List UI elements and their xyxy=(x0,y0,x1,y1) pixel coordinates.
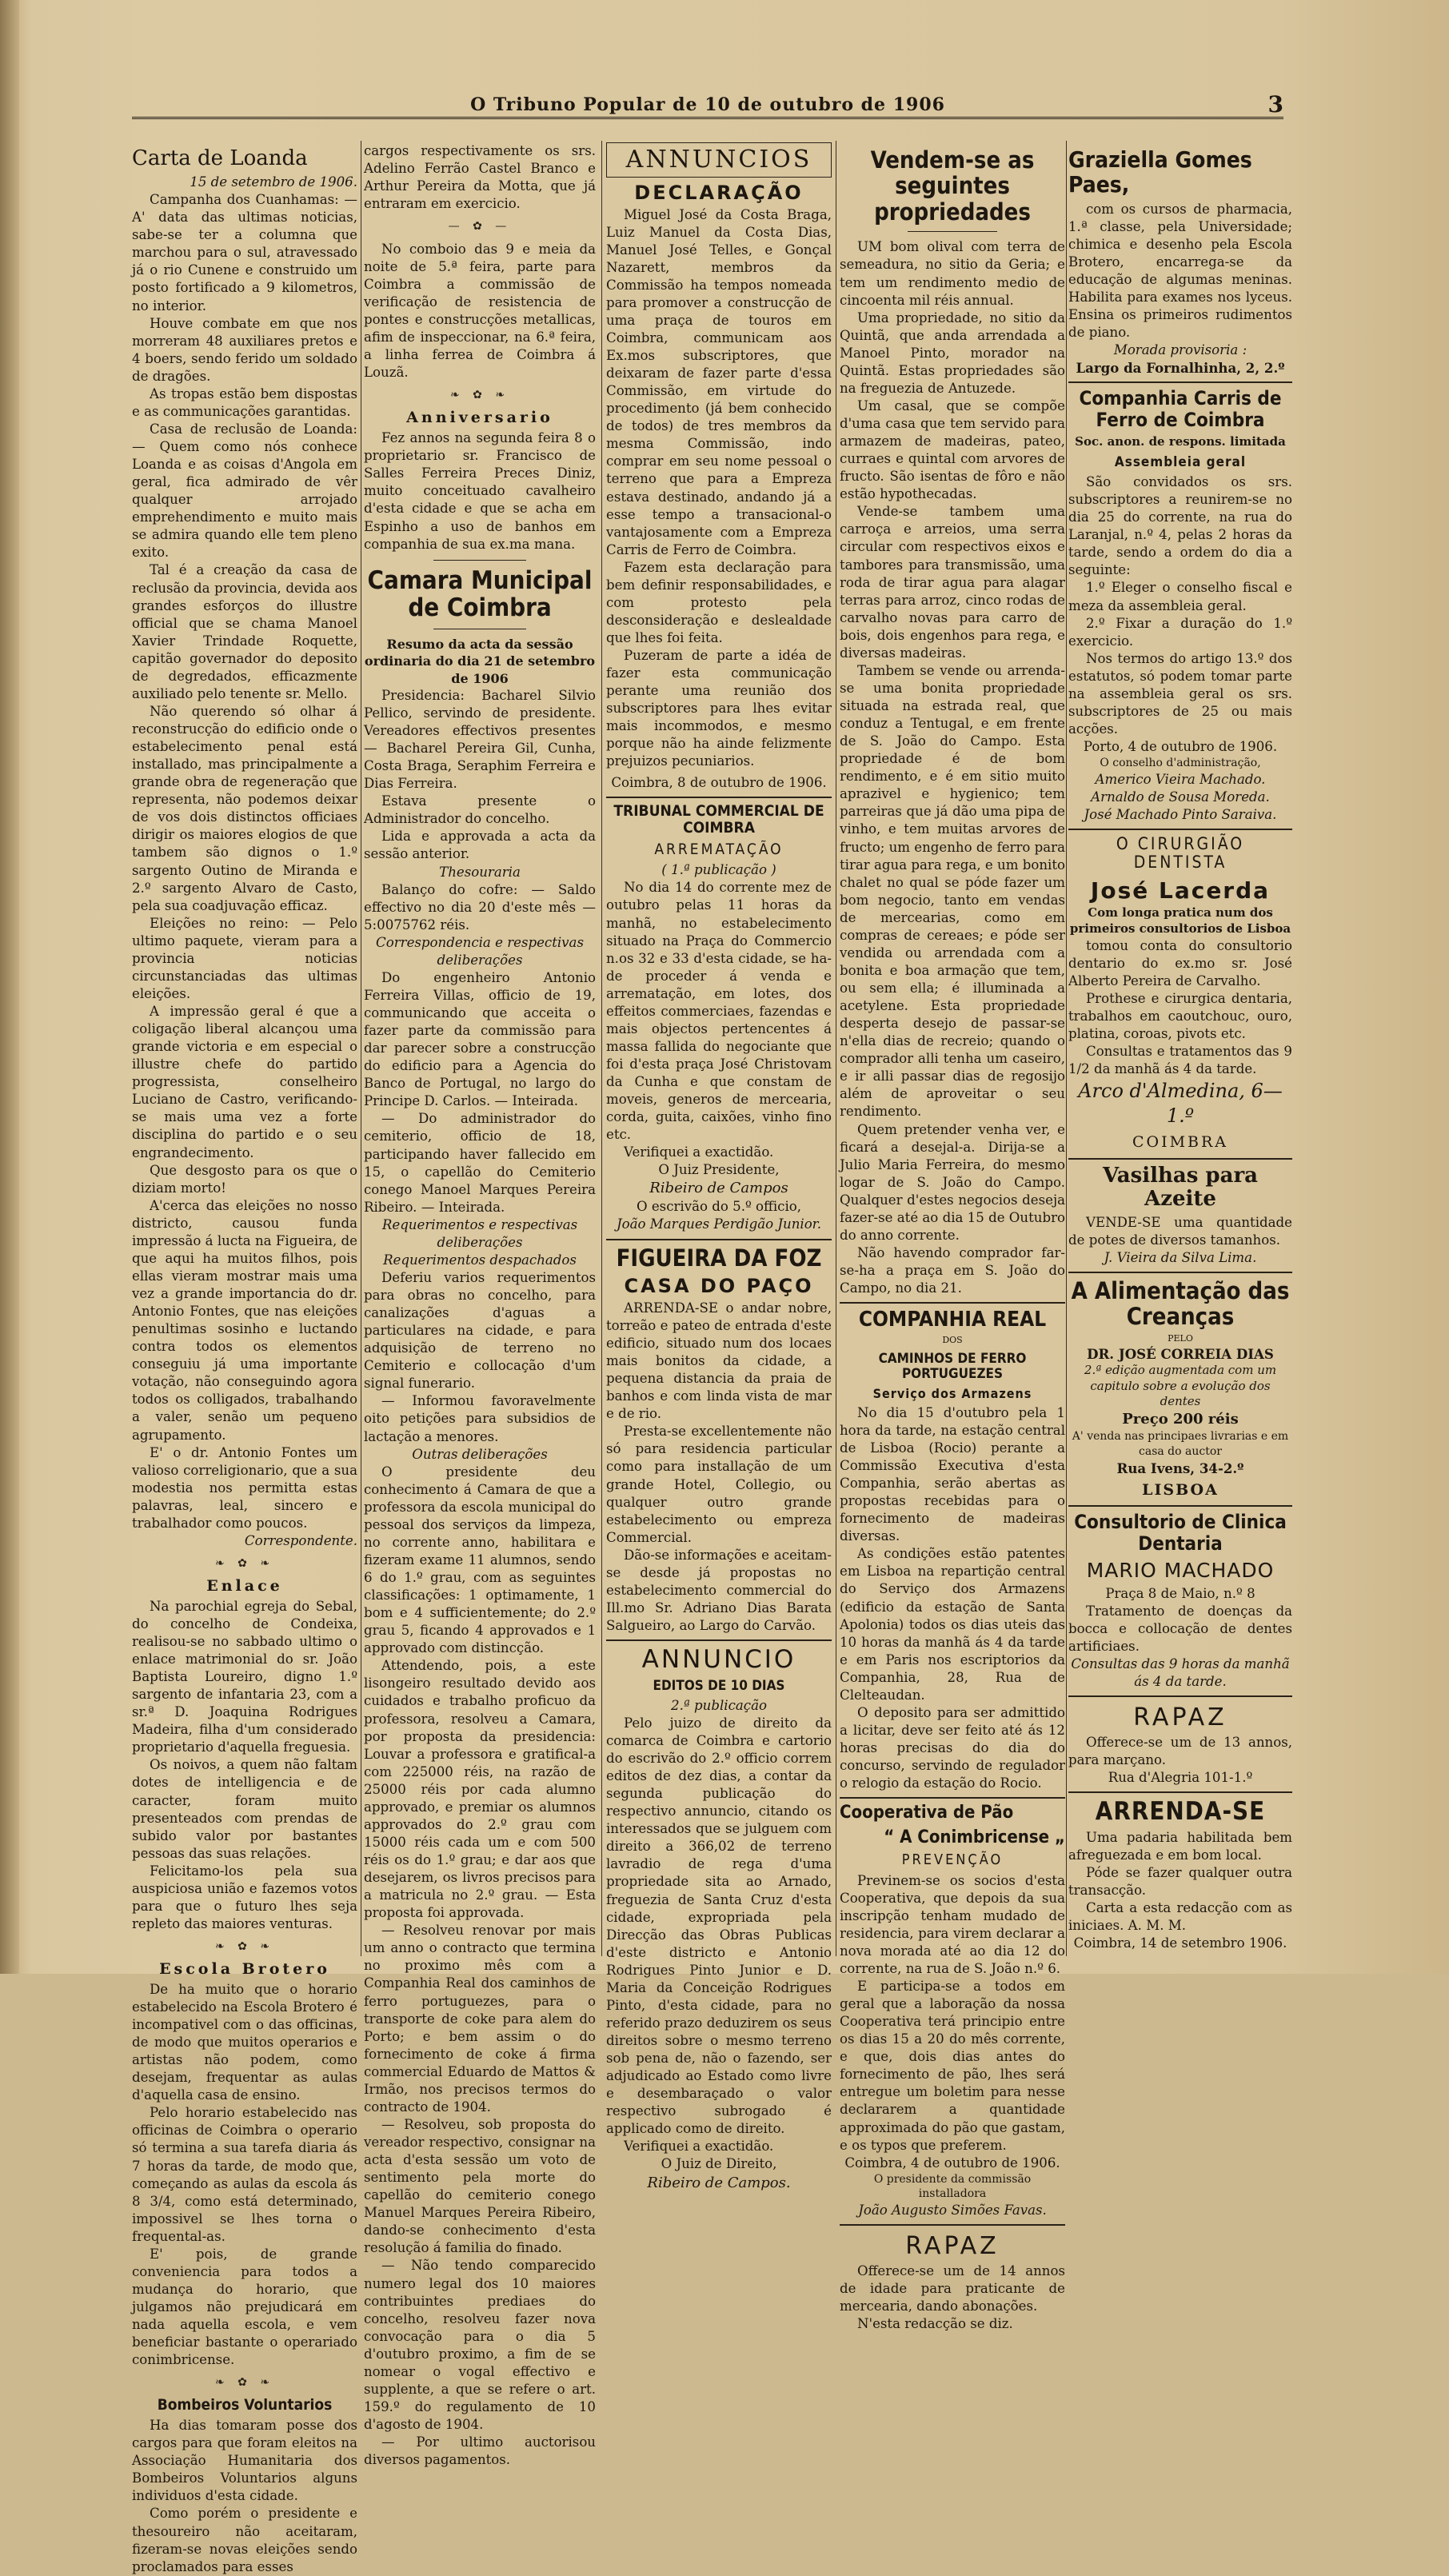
paragraph: Não querendo só olhar á reconstrucção do edificio onde o estabelecimento penal está installado, mas principalmente a grande obra de regeneração que representa, não podemos deixar de vos dois distinctos officiaes dirigir os maiores elogios de que tambem são dignos o 1.º sargento Outino de Miranda e 2.º sargento Alvaro de Casto, pela sua coadjuvação efficaz. xyxy=(132,703,357,913)
paragraph: — Informou favoravelmente oito petições para subsidios de lactação a menores. xyxy=(364,1393,596,1444)
signature-name: João Marques Perdigão Junior. xyxy=(616,1216,822,1232)
consultorio-address: Praça 8 de Maio, n.º 8 xyxy=(1105,1585,1255,1601)
alimentacao-pelo: PELO xyxy=(1168,1332,1193,1344)
annuncio-title: ANNUNCIO xyxy=(641,1645,796,1675)
paragraph: Ha dias tomaram posse dos cargos para que foram eleitos na Associação Humanitaria dos Bombeiros Voluntarios alguns individuos d'esta cidade. xyxy=(132,2418,357,2504)
paragraph: De ha muito que o horario estabelecido na Escola Brotero é incompativel com o das officinas, de modo que muitos operarios e artistas não podem, como desejam, frequentar as aulas d'aquella casa de ensino. xyxy=(132,1981,357,2103)
correspondencia-title: Correspondencia e respectivas deliberações xyxy=(376,934,584,968)
camara-subtitle: Resumo da acta da sessão ordinaria do dia 21 de setembro de 1906 xyxy=(364,637,596,686)
paragraph: Nos termos do artigo 13.º dos estatutos, só podem tomar parte na assembleia geral os srs. subscriptores de 25 ou mais acções. xyxy=(1068,650,1292,737)
rapaz-address: Rua d'Alegria 101-1.º xyxy=(1108,1770,1253,1786)
page-binding-edge xyxy=(0,0,19,1974)
paragraph: Quem pretender venha ver, e ficará a desejal-a. Dirija-se a Julio Maria Ferreira, do mesmo logar de S. João do Campo. Qualquer d'estes negocios deseja fazer-se até ao dia 15 de Outubro do anno corrente. xyxy=(840,1121,1065,1243)
prevencao-title: PREVENÇÃO xyxy=(901,1851,1004,1869)
tribunal-title: TRIBUNAL COMMERCIAL DE COIMBRA xyxy=(613,801,824,837)
consultorio-hours: Consultas das 9 horas da manhã ás 4 da tarde. xyxy=(1071,1655,1290,1689)
signature-line: O conselho d'administração, xyxy=(1100,757,1261,770)
carta-date: 15 de setembro de 1906. xyxy=(190,174,357,190)
paragraph: São convidados os srs. subscriptores a reunirem-se no dia 25 do corrente, na rua do Laranjal, n.º 4, pelas 2 horas da tarde, sendo a ordem do dia a seguinte: xyxy=(1068,474,1292,578)
paragraph: Houve combate em que nos morreram 48 auxiliares pretos e 4 boers, sendo ferido um soldado de dragões. xyxy=(132,315,357,384)
paragraph: Presta-se excellentemente não só para residencia particular como para installação de um grande Hotel, Collegio, ou qualquer outro grande estabelecimento ou empreza Commercial. xyxy=(606,1424,832,1545)
paragraph: Puzeram de parte a idéa de fazer esta communicação perante uma reunião dos subscriptores para lhes evitar mais incommodos, e mesmo porque não ha ainde felizmente prejuizos pecuniarios. xyxy=(606,648,832,769)
escola-title: Escola Brotero xyxy=(159,1959,330,1978)
companhia-dos: DOS xyxy=(942,1335,963,1346)
signature-line: O presidente da commissão installadora xyxy=(873,2172,1032,2201)
thesouraria-title: Thesouraria xyxy=(439,864,521,880)
editos-title: EDITOS DE 10 DIAS xyxy=(653,1677,785,1694)
column-5 xyxy=(1068,142,1292,1958)
paragraph: Miguel José da Costa Braga, Luiz Manuel da Costa Dias, Manuel José Telles, e Gonçal Nazarett, membros da Commissão ha tempos nomeada para promover a construcção de uma praça de touros em Coimbra, communicam aos Ex.mos subscriptores, que deixaram de fazer parte d'essa Commissão, em virtude do procedimento (já bem conhecido de todos) de tres membros da mesma Commissão, indo comprar em seu nome pessoal o terreno que para a Empreza estava destinado, andando já a esse tempo a transacional-o vantajosamente com a Empreza Carris de Ferro de Coimbra. xyxy=(606,206,832,557)
carta-title: Carta de Loanda xyxy=(132,146,308,170)
paragraph: Do engenheiro Antonio Ferreira Villas, officio de 19, communicando que acceita o fazer parte da commissão para dar parecer sobre a construcção do edificio para a Agencia do Banco de Portugal, no largo do Principe D. Carlos. — Inteirada. xyxy=(364,969,596,1109)
paragraph: Presidencia: Bacharel Silvio Pellico, servindo de presidente. Vereadores effectivos presentes — Bacharel Pereira Gil, Cunha, Costa Braga, Seraphim Ferreira e Dias Ferreira. xyxy=(364,687,596,792)
carris-subtitle: Soc. anon. de respons. limitada xyxy=(1075,434,1286,449)
cirurgiao-city: COIMBRA xyxy=(1132,1133,1229,1152)
paragraph: Campanha dos Cuanhamas: — A' data das ultimas noticias, sabe-se ter a columna que marchou para o sul, atravessado já o rio Cunene e construido um posto fortificado a 9 kilometros, no interior. xyxy=(132,192,357,314)
paragraph: A impressão geral é que a coligação liberal alcançou uma grande victoria e em especial o illustre chefe do partido progressista, conselheiro Luciano de Castro, verificando-se mais uma vez a forte disciplina do partido e o seu engrandecimento. xyxy=(132,1004,357,1160)
declaracao-date: Coimbra, 8 de outubro de 1906. xyxy=(611,774,827,790)
ornament-divider: — ✿ — xyxy=(448,220,512,234)
signature-name: Ribeiro de Campos. xyxy=(647,2174,791,2191)
paragraph: No comboio das 9 e meia da noite de 5.ª feira, parte para Coimbra a commissão de verificação de resistencia de pontes e construcções metallicas, afim de inspeccionar, na 6.ª feira, a linha ferrea de Coimbra á Louzã. xyxy=(364,241,596,381)
carris-date: Porto, 4 de outubro de 1906. xyxy=(1083,739,1278,754)
paragraph: com os cursos de pharmacia, 1.ª classe, pela Universidade; chimica e desenho pela Escola Brotero, encarrega-se da educação de algumas meninas. Habilita para exames nos lyceus. Ensina os primeiros rudimentos de piano. xyxy=(1068,201,1292,341)
signature-name: Arnaldo de Sousa Moreda. xyxy=(1091,789,1270,805)
casa-do-paco-title: CASA DO PAÇO xyxy=(624,1275,814,1298)
servico-title: Serviço dos Armazens xyxy=(872,1385,1032,1401)
paragraph: Carta a esta redacção com as iniciaes. A. M. M. xyxy=(1068,1900,1292,1934)
companhia-title: COMPANHIA REAL xyxy=(858,1308,1047,1332)
paragraph: Tambem se vende ou arrenda-se uma bonita propriedade situada na estrada real, que conduz a Tentugal, e em frente de S. João do Campo. Esta propriedade é de bom rendimento, e é em sitio muito aprazivel e hygienico; tem parreiras que já dão uma pipa de vinho, e tem muitas arvores de fructo; um engenho de ferro para tirar agua para rega, e um bonito chalet no qual se póde fazer um bom negocio, tanto em vendas de mercearias, como em compras de cereaes; e póde ser vendida ou arrendada com a bonita e boa armação que tem, ou sem ella; é illuminada a acetylene. Esta propriedade desperta desejo de passar-se n'ella dias de recreio; quando o comprador alli tenha um caseiro, e ir alli passar dias de regosijo além de aproveitar o seu rendimento. xyxy=(840,662,1066,1120)
paragraph: — Não tendo comparecido numero legal dos 10 maiores contribuintes prediaes do concelho, resolveu fazer nova convocação para o dia 5 d'outubro proximo, a fim de se nomear o vogal effectivo e supplente, a que se refere o art. 159.º do regulamento de 10 d'agosto de 1904. xyxy=(364,2258,596,2433)
divider xyxy=(908,231,998,232)
paragraph: Verifiquei a exactidão. xyxy=(624,2139,774,2155)
signature-line: O escrivão do 5.º officio, xyxy=(636,1199,802,1215)
paragraph: Attendendo, pois, a este lisongeiro resultado devido aos cuidados e trabalho proficuo da professora, resolveu a Camara, por proposta da presidencia: Louvar a professora e gratifical-a com 225000 réis, na razão de 25000 réis por cada alumno approvado, e premiar os alumnos approvados do 2.º grau com 15000 réis cada um e com 500 réis os do 1.º grau; e dar aos que desejarem, os livros precisos para a matricula no 2.º grau. — Esta proposta foi approvada. xyxy=(364,1658,596,1921)
paragraph: 1.º Eleger o conselho fiscal e meza da assembleia geral. xyxy=(1068,580,1292,613)
signature-name: Americo Vieira Machado. xyxy=(1095,771,1266,787)
rapaz-title: RAPAZ xyxy=(1133,1703,1227,1732)
paragraph: N'esta redacção se diz. xyxy=(857,2316,1013,2332)
ornament-divider: ❧ ✿ ❧ xyxy=(214,2376,275,2390)
alimentacao-price: Preço 200 réis xyxy=(1122,1411,1239,1428)
cirurgiao-address: Arco d'Almedina, 6—1.º xyxy=(1078,1079,1283,1128)
assembleia-title: Assembleia geral xyxy=(1114,454,1247,471)
paragraph: Os noivos, a quem não faltam dotes de intelligencia e de caracter, foram muito presenteados com prendas de subido valor por bastantes pessoas das suas relações. xyxy=(132,1757,357,1861)
alimentacao-city: LISBOA xyxy=(1142,1480,1219,1499)
requerimentos-title: Requerimentos e respectivas deliberações xyxy=(381,1216,578,1250)
graziella-address: Largo da Fornalhinha, 2, 2.º xyxy=(1076,360,1285,377)
column-4 xyxy=(840,142,1066,2332)
page-header xyxy=(132,91,1283,119)
paragraph: Como porém o presidente e thesoureiro não aceitaram, fizeram-se novas eleições sendo proclamados para esses xyxy=(132,2506,357,2574)
alimentacao-venda: A' venda nas principaes livrarias e em casa do auctor xyxy=(1072,1430,1289,1458)
paragraph: Deferiu varios requerimentos para obras no concelho, para canalizações d'aguas a particulares na cidade, e para adquisição de terreno no Cemiterio e collocação d'um signal funerario. xyxy=(364,1269,596,1392)
carris-title: Companhia Carris de Ferro de Coimbra xyxy=(1079,387,1282,432)
alimentacao-title: A Alimentação das Creanças xyxy=(1071,1276,1290,1331)
page-number: 3 xyxy=(1267,91,1283,118)
vendem-title: Vendem-se as seguintes propriedades xyxy=(870,146,1035,226)
rapaz-title: RAPAZ xyxy=(905,2231,1000,2260)
paragraph: UM bom olival com terra de semeadura, no sitio da Geria; e tem um rendimento medio de cincoenta mil réis annual. xyxy=(840,239,1065,308)
paragraph: Prothese e cirurgica dentaria, trabalhos em caoutchouc, ouro, platina, coroas, pivots etc. xyxy=(1068,991,1292,1042)
paragraph: Uma padaria habilitada bem afreguezada e em bom local. xyxy=(1068,1829,1292,1863)
paragraph: Pelo juizo de direito da comarca de Coimbra e cartorio do escrivão do 2.º officio correm editos de dez dias, a contar da segunda publicação do respectivo annuncio, citando os interessados que se julguem com direito a 366,02 de terreno lavradio de rega d'uma propriedade sita ao Arnado, freguezia de Santa Cruz d'esta cidade, expropriada pela Direcção das Obras Publicas d'este districto e Antonio Rodrigues Pinto Junior e D. Maria da Conceição Rodrigues Pinto, d'esta cidade, para no referido prazo deduzirem os seus direitos sobre o mesmo terreno sob pena de, não o fazendo, ser adjudicado ao Estado como livre e desembaraçado o valor respectivo subrogado é applicado como de direito. xyxy=(606,1715,832,2137)
camara-title: Camara Municipal de Coimbra xyxy=(367,565,593,623)
vasilhas-signature: J. Vieira da Silva Lima. xyxy=(1104,1249,1257,1265)
bombeiros-title: Bombeiros Voluntarios xyxy=(157,2395,333,2414)
paragraph: As condições estão patentes em Lisboa na repartição central do Serviço dos Armazens (edificio da estação de Santa Apolonia) todos os dias uteis das 10 horas da manhã ás 4 da tarde e em Paris nos escriptorios da Companhia, 28, Rua de Clelteaudan. xyxy=(840,1546,1065,1703)
paragraph: Fazem esta declaração para bem definir responsabilidades, e com protesto pela desconsideração e deslealdade que lhes foi feita. xyxy=(606,559,832,645)
vasilhas-title: Vasilhas para Azeite xyxy=(1102,1163,1259,1211)
paragraph: Póde se fazer qualquer outra transacção. xyxy=(1068,1864,1292,1899)
arrematacao-title: ARREMATAÇÃO xyxy=(654,841,784,859)
paragraph: Uma propriedade, no sitio da Quintã, que anda arrendada a Manoel Pinto, morador na Quintã. Estas propriedades são na freguezia de Antuzede. xyxy=(840,310,1065,396)
arrenda-title: ARRENDA-SE xyxy=(1095,1797,1266,1827)
paragraph: No dia 15 d'outubro pela 1 hora da tarde, na estação central de Lisboa (Rocio) perante a Commissão Executiva d'esta Companhia, serão abertas as propostas recebidas para o fornecimento de madeiras diversas. xyxy=(840,1404,1065,1544)
enlace-title: Enlace xyxy=(206,1576,283,1595)
paragraph: Tratamento de doenças da bocca e collocação de dentes artificiaes. xyxy=(1068,1603,1292,1654)
divider xyxy=(433,560,526,561)
annuncio-publication: 2.ª publicação xyxy=(671,1697,767,1713)
paragraph: Verifiquei a exactidão. xyxy=(624,1144,774,1160)
paragraph: — Resolveu, sob proposta do vereador respectivo, consignar na acta d'esta sessão um voto de sentimento pela morte do capellão do cemiterio conego Manuel Marques Pereira Ribeiro, dando-se conhecimento d'esta resolução á familia do finado. xyxy=(364,2116,596,2256)
paragraph: Consultas e tratamentos das 9 1/2 da manhã ás 4 da tarde. xyxy=(1068,1044,1292,1077)
paragraph: VENDE-SE uma quantidade de potes de diversos tamanhos. xyxy=(1068,1214,1292,1248)
signature-name: João Augusto Simões Favas. xyxy=(858,2202,1047,2218)
paragraph: E' o dr. Antonio Fontes um valioso correligionario, que a sua modestia nos permitta estas palavras, leal, sincero e trabalhador como poucos. xyxy=(132,1444,357,1531)
figueira-title: FIGUEIRA DA FOZ xyxy=(616,1244,822,1272)
carta-signature: Correspondente. xyxy=(244,1532,357,1548)
cirurgiao-subtitle: Com longa pratica num dos primeiros consultorios de Lisboa xyxy=(1069,905,1291,937)
consultorio-name: MARIO MACHADO xyxy=(1086,1558,1275,1582)
paragraph: Que desgosto para os que o diziam morto! xyxy=(132,1162,357,1196)
newspaper-title: O Tribuno Popular de 10 de outubro de 1906 xyxy=(470,94,945,115)
ornament-divider: ❧ ✿ ❧ xyxy=(214,1556,275,1570)
signature-name: Ribeiro de Campos xyxy=(649,1180,788,1197)
paragraph: Felicitamo-los pela sua auspiciosa união e fazemos votos para que o futuro lhes seja repleto das maiores venturas. xyxy=(132,1863,357,1931)
cirurgiao-name: José Lacerda xyxy=(1090,877,1271,904)
declaracao-title: DECLARAÇÃO xyxy=(634,181,804,204)
column-rule xyxy=(601,141,602,1956)
paragraph: tomou conta do consultorio dentario do ex.mo sr. José Alberto Pereira de Carvalho. xyxy=(1068,938,1292,989)
alimentacao-address: Rua Ivens, 34-2.º xyxy=(1116,1460,1244,1476)
paragraph: cargos respectivamente os srs. Adelino Ferrão Castel Branco e Arthur Pereira da Motta, que já entraram em exercicio. xyxy=(364,143,596,212)
paragraph: O presidente deu conhecimento á Camara de que a professora da escola municipal do pessoal dos serviços da limpeza, no corrente anno, habilitara e fizeram exame 11 alumnos, sendo 6 do 1.º grau, com as seguintes classificações: 1 optimamente, 1 bom e 4 sufficientemente; do 2.º grau 5, ficando 4 approvados e 1 approvado com distincção. xyxy=(364,1464,596,1656)
paragraph: Offerece-se um de 13 annos, para marçano. xyxy=(1068,1734,1292,1767)
column-3 xyxy=(606,142,832,2191)
aniversario-title: Anniversario xyxy=(406,408,553,426)
alimentacao-author: DR. JOSÉ CORREIA DIAS xyxy=(1087,1345,1274,1362)
paragraph: Eleições no reino: — Pelo ultimo paquete, vieram para a provincia noticias circunstanciadas das ultimas eleições. xyxy=(132,915,357,1001)
paragraph: No dia 14 do corrente mez de outubro pelas 11 horas da manhã, no estabelecimento situado na Praça do Commercio n.os 32 e 33 d'esta cidade, se ha-de proceder á venda e arrematação, em lotes, dos effeitos commerciaes, fazendas e mais objectos pertencentes á massa fallida do negociante que foi d'esta praça José Christovam da Cunha e que constam de moveis, generos de mercearia, corda, guita, caixões, vinho fino etc. xyxy=(606,880,832,1143)
column-1 xyxy=(132,142,357,2574)
paragraph: 2.º Fixar a duração do 1.º exercicio. xyxy=(1068,615,1292,649)
paragraph: — Por ultimo auctorisou diversos pagamentos. xyxy=(364,2434,596,2468)
consultorio-title: Consultorio de Clinica Dentaria xyxy=(1074,1510,1287,1555)
paragraph: E' pois, de grande conveniencia para todos a mudança do horario, que julgamos não prejudicará em nada aquella escola, e vem beneficiar bastante o operariado conimbricense. xyxy=(132,2246,357,2368)
cooperativa-date: Coimbra, 4 de outubro de 1906. xyxy=(844,2155,1060,2171)
paragraph: O deposito para ser admittido a licitar, deve ser feito até ás 12 horas precisas do dia do concurso, servindo de regulador o relogio da estação do Rocio. xyxy=(840,1704,1065,1791)
paragraph: A'cerca das eleições no nosso districto, causou funda impressão á lucta na Figueira, de que aqui ha muitos filhos, pois ellas vieram mostrar mais uma vez a grande importancia do dr. Antonio Fontes, que nas eleições penultimas sosinho e luctando contra todos os elementos conseguiu já uma importante votação, não conseguindo agora todos os colligados, trabalhando a valer, senão um pequeno agrupamento. xyxy=(132,1197,357,1443)
paragraph: Pelo horario estabelecido nas officinas de Coimbra o operario só termina a sua tarefa diaria ás 7 horas da tarde, de modo que, começando as aulas da escola ás 8 3/4, como está determinado, impossivel se lhes torna o frequental-as. xyxy=(132,2105,357,2244)
arrenda-date: Coimbra, 14 de setembro 1906. xyxy=(1073,1935,1287,1951)
paragraph: Fez annos na segunda feira 8 o proprietario sr. Francisco de Salles Ferreira Preces Diniz, muito conceituado cavalheiro d'esta cidade e que se acha em Espinho a uso de banhos em companhia de sua ex.ma mana. xyxy=(364,430,596,552)
annuncios-heading: ANNUNCIOS xyxy=(606,142,832,178)
signature-line: O Juiz de Direito, xyxy=(661,2156,777,2172)
alimentacao-edition: 2.ª edição augmentada com um capitulo sobre a evolução dos dentes xyxy=(1084,1362,1277,1409)
paragraph: Não havendo comprador far-se-ha a praça em S. João do Campo, no dia 21. xyxy=(840,1244,1065,1296)
outras-title: Outras deliberações xyxy=(412,1446,548,1462)
paragraph: — Resolveu renovar por mais um anno o contracto que termina no proximo mês com a Companhia Real dos caminhos de ferro portuguezes, para o transporte de coke para alem do Porto; e bem assim o do fornecimento de coke á firma commercial Eduardo de Mattos & Irmão, nos precisos termos do contracto de 1904. xyxy=(364,1923,596,2115)
tribunal-publication: ( 1.ª publicação ) xyxy=(661,862,776,878)
paragraph: Na parochial egreja do Sebal, do concelho de Condeixa, realisou-se no sabbado ultimo o enlace matrimonial do sr. João Baptista Loureiro, digno 1.º sargento de infantaria 23, com a sr.ª D. Joaquina Rodrigues Madeira, filha d'um considerado proprietario d'aquella freguesia. xyxy=(132,1598,357,1755)
morada-label: Morada provisoria : xyxy=(1113,342,1247,358)
graziella-title: Graziella Gomes Paes, xyxy=(1068,146,1252,198)
carta-body xyxy=(132,191,357,1532)
paragraph: ARRENDA-SE o andar nobre, torreão e pateo de entrada d'este edificio, situado num dos locaes mais bonitos da cidade, a pequena distancia da praia de banhos e com linda vista de mar e de rio. xyxy=(606,1300,832,1422)
paragraph: Lida e approvada a acta da sessão anterior. xyxy=(364,829,596,862)
column-2 xyxy=(364,142,596,2468)
cirurgiao-title: O CIRURGIÃO DENTISTA xyxy=(1116,833,1245,873)
paragraph: As tropas estão bem dispostas e as communicações garantidas. xyxy=(132,385,357,419)
paragraph: Balanço do cofre: — Saldo effectivo no dia 20 d'este mês — 5:0075762 réis. xyxy=(364,881,596,933)
companhia-subtitle: CAMINHOS DE FERRO PORTUGUEZES xyxy=(878,1350,1027,1382)
paragraph: Tal é a creação da casa de reclusão da provincia, devida aos grandes esforços do illustre official que se chama Manoel Xavier Trindade Roquette, capitão governador do deposito de degredados, efficazmente auxiliado pelo tenente sr. Mello. xyxy=(132,562,357,701)
signature-name: José Machado Pinto Saraiva. xyxy=(1084,806,1277,822)
paragraph: — Do administrador do cemiterio, officio de 18, participando haver fallecido em 15, o capellão do Cemiterio conego Manoel Marques Pereira Ribeiro. — Inteirada. xyxy=(364,1111,596,1215)
paragraph: Casa de reclusão de Loanda: — Quem como nós conhece Loanda e as coisas d'Angola em geral, fica admirado de vêr qualquer arrojado emprehendimento e muito mais se admira quando elle tem pleno exito. xyxy=(132,421,357,561)
paragraph: Dão-se informações e aceitam-se desde já propostas no estabelecimento commercial do Ill.mo Sr. Adriano Dias Barata Salgueiro, ao Largo do Carvão. xyxy=(606,1547,832,1634)
paragraph: Offerece-se um de 14 annos de idade para praticante de mercearia, dando abonações. xyxy=(840,2262,1065,2314)
column-rule xyxy=(1066,141,1067,1956)
signature-line: O Juiz Presidente, xyxy=(658,1162,780,1178)
paragraph: Estava presente o Administrador do concelho. xyxy=(364,793,596,827)
requerimentos-subtitle: Requerimentos despachados xyxy=(383,1252,577,1268)
ornament-divider: ❧ ✿ ❧ xyxy=(214,1940,275,1954)
paragraph: E participa-se a todos em geral que a laboração da nossa Cooperativa terá principio entre os dias 15 a 20 do mês corrente, e que, dois dias antes do fornecimento de pão, lhes será entregue um boletim para nesse declararem a quantidade approximada do pão que gastam, e os typos que preferem. xyxy=(840,1979,1065,2153)
cooperativa-name: “ A Conimbricense „ xyxy=(884,1827,1065,1847)
cooperativa-title: Cooperativa de Pão xyxy=(840,1803,1014,1823)
paragraph: Vende-se tambem uma carroça e arreios, uma serra circular com respectivos eixos e tambores para transmissão, uma roda de tirar agua para alagar terras para arroz, cinco rodas de carvalho novas para carro de bois, dois engenhos para rega, e diversas madeiras. xyxy=(840,504,1065,661)
ornament-divider: ❧ ✿ ❧ xyxy=(449,389,510,402)
paragraph: Um casal, que se compõe d'uma casa que tem servido para armazem de madeiras, pateo, curraes e quintal com arvores de fructo. São isentas de fôro e não estão hypothecadas. xyxy=(840,397,1065,502)
paragraph: Previnem-se os socios d'esta Cooperativa, que depois da sua inscripção tenham mudado de residencia, para virem declarar a nova morada até ao dia 12 do corrente, na rua de S. João n.º 6. xyxy=(840,1872,1065,1976)
